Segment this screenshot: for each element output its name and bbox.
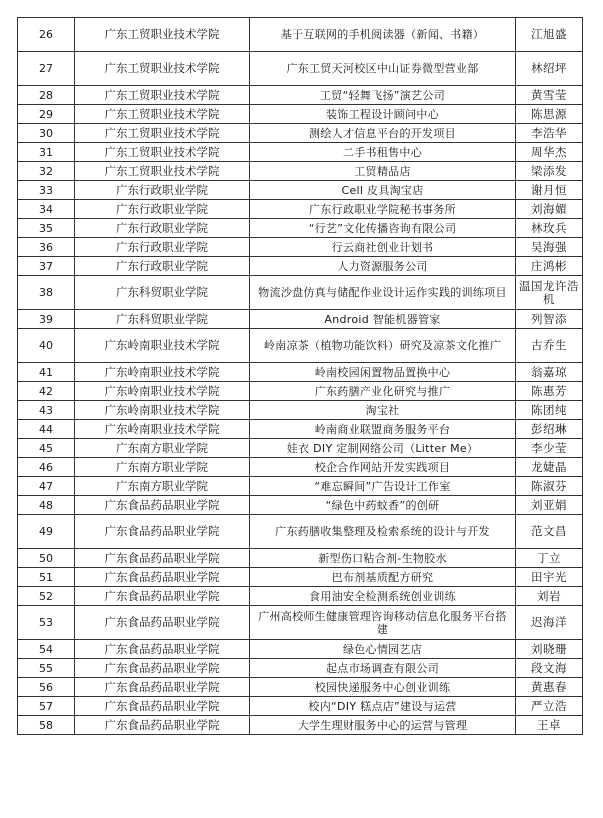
school-name: 广东行政职业学院: [75, 181, 250, 200]
leader-name: 田宇光: [516, 568, 583, 587]
row-number: 58: [18, 716, 75, 735]
table-row: [18, 587, 583, 606]
table-row: [18, 310, 583, 329]
table-row: [18, 363, 583, 382]
leader-name: 周华杰: [516, 143, 583, 162]
row-number: 31: [18, 143, 75, 162]
table-row: [18, 124, 583, 143]
table-row: [18, 697, 583, 716]
project-name: Android 智能机器管家: [250, 310, 516, 329]
leader-name: 江旭盛: [516, 18, 583, 52]
project-name: 广东药膳收集整理及检索系统的设计与开发: [250, 515, 516, 549]
school-name: 广东食品药品职业学院: [75, 716, 250, 735]
leader-name: 林绍坪: [516, 52, 583, 86]
row-number: 43: [18, 401, 75, 420]
school-name: 广东行政职业学院: [75, 200, 250, 219]
project-name: 广东工贸天河校区中山证券微型营业部: [250, 52, 516, 86]
row-number: 57: [18, 697, 75, 716]
school-name: 广东岭南职业技术学院: [75, 401, 250, 420]
project-name: 巴布剂基质配方研究: [250, 568, 516, 587]
leader-name: 王卓: [516, 716, 583, 735]
row-number: 26: [18, 18, 75, 52]
leader-name: 黄惠春: [516, 678, 583, 697]
school-name: 广东工贸职业技术学院: [75, 143, 250, 162]
row-number: 53: [18, 606, 75, 640]
school-name: 广东食品药品职业学院: [75, 606, 250, 640]
row-number: 48: [18, 496, 75, 515]
leader-name: 刘海媚: [516, 200, 583, 219]
project-name: 食用油安全检测系统创业训练: [250, 587, 516, 606]
table-row: [18, 181, 583, 200]
table-body: [18, 18, 583, 735]
row-number: 39: [18, 310, 75, 329]
project-name: 测绘人才信息平台的开发项目: [250, 124, 516, 143]
table-row: [18, 549, 583, 568]
project-name: 岭南商业联盟商务服务平台: [250, 420, 516, 439]
leader-name: 黄雪莹: [516, 86, 583, 105]
row-number: 38: [18, 276, 75, 310]
leader-name: 刘岩: [516, 587, 583, 606]
project-name: 广东药膳产业化研究与推广: [250, 382, 516, 401]
project-name: 岭南校园闲置物品置换中心: [250, 363, 516, 382]
school-name: 广东工贸职业技术学院: [75, 162, 250, 181]
project-name: 物流沙盘仿真与储配作业设计运作实践的训练项目: [250, 276, 516, 310]
table-row: [18, 458, 583, 477]
school-name: 广东岭南职业技术学院: [75, 329, 250, 363]
table-row: [18, 257, 583, 276]
leader-name: 梁添发: [516, 162, 583, 181]
leader-name: 吴海强: [516, 238, 583, 257]
row-number: 50: [18, 549, 75, 568]
leader-name: 刘晓珊: [516, 640, 583, 659]
project-name: 岭南凉茶（植物功能饮料）研究及凉茶文化推广: [250, 329, 516, 363]
table-row: [18, 86, 583, 105]
project-name: 装饰工程设计顾问中心: [250, 105, 516, 124]
row-number: 47: [18, 477, 75, 496]
row-number: 37: [18, 257, 75, 276]
school-name: 广东岭南职业技术学院: [75, 382, 250, 401]
table-row: [18, 162, 583, 181]
leader-name: 龙婕晶: [516, 458, 583, 477]
table-row: [18, 515, 583, 549]
project-name: “行艺”文化传播咨询有限公司: [250, 219, 516, 238]
row-number: 46: [18, 458, 75, 477]
school-name: 广东工贸职业技术学院: [75, 86, 250, 105]
project-name: 广东行政职业学院秘书事务所: [250, 200, 516, 219]
leader-name: 彭绍琳: [516, 420, 583, 439]
project-name: 校园快递服务中心创业训练: [250, 678, 516, 697]
leader-name: 陈思源: [516, 105, 583, 124]
school-name: 广东食品药品职业学院: [75, 515, 250, 549]
project-name: 基于互联网的手机阅读器（新闻、书籍）: [250, 18, 516, 52]
leader-name: 范文昌: [516, 515, 583, 549]
leader-name: 陈惠芳: [516, 382, 583, 401]
table-row: [18, 329, 583, 363]
table-row: [18, 18, 583, 52]
table-row: [18, 477, 583, 496]
leader-name: 段文海: [516, 659, 583, 678]
row-number: 32: [18, 162, 75, 181]
school-name: 广东食品药品职业学院: [75, 697, 250, 716]
leader-name: 古乔生: [516, 329, 583, 363]
leader-name: 庄鸿彬: [516, 257, 583, 276]
school-name: 广东食品药品职业学院: [75, 496, 250, 515]
school-name: 广东科贸职业学院: [75, 310, 250, 329]
table-row: [18, 568, 583, 587]
table-row: [18, 143, 583, 162]
leader-name: 林玫兵: [516, 219, 583, 238]
school-name: 广东食品药品职业学院: [75, 640, 250, 659]
leader-name: 严立浩: [516, 697, 583, 716]
project-name: 娃衣 DIY 定制网络公司（Litter Me）: [250, 439, 516, 458]
school-name: 广东岭南职业技术学院: [75, 420, 250, 439]
table-row: [18, 716, 583, 735]
row-number: 42: [18, 382, 75, 401]
project-name: 二手书租售中心: [250, 143, 516, 162]
row-number: 35: [18, 219, 75, 238]
project-name: Cell 皮具淘宝店: [250, 181, 516, 200]
school-name: 广东南方职业学院: [75, 458, 250, 477]
school-name: 广东行政职业学院: [75, 238, 250, 257]
table-row: [18, 219, 583, 238]
project-name: “难忘瞬间”广告设计工作室: [250, 477, 516, 496]
table-row: [18, 382, 583, 401]
leader-name: 迟海洋: [516, 606, 583, 640]
table-row: [18, 238, 583, 257]
row-number: 51: [18, 568, 75, 587]
table-row: [18, 276, 583, 310]
project-name: 广州高校师生健康管理咨询移动信息化服务平台搭建: [250, 606, 516, 640]
project-name: 校企合作网站开发实践项目: [250, 458, 516, 477]
row-number: 45: [18, 439, 75, 458]
table-row: [18, 640, 583, 659]
leader-name: 丁立: [516, 549, 583, 568]
project-name: 淘宝社: [250, 401, 516, 420]
project-name: 新型伤口粘合剂-生物胶水: [250, 549, 516, 568]
table-row: [18, 105, 583, 124]
row-number: 33: [18, 181, 75, 200]
table-row: [18, 200, 583, 219]
school-name: 广东食品药品职业学院: [75, 678, 250, 697]
row-number: 29: [18, 105, 75, 124]
school-name: 广东食品药品职业学院: [75, 659, 250, 678]
school-name: 广东行政职业学院: [75, 257, 250, 276]
school-name: 广东工贸职业技术学院: [75, 52, 250, 86]
leader-name: 李浩华: [516, 124, 583, 143]
leader-name: 温国龙许浩机: [516, 276, 583, 310]
project-name: 工贸精品店: [250, 162, 516, 181]
row-number: 30: [18, 124, 75, 143]
row-number: 54: [18, 640, 75, 659]
project-name: 工贸“轻舞飞扬”演艺公司: [250, 86, 516, 105]
row-number: 52: [18, 587, 75, 606]
school-name: 广东南方职业学院: [75, 477, 250, 496]
leader-name: 陈淑芬: [516, 477, 583, 496]
school-name: 广东工贸职业技术学院: [75, 124, 250, 143]
school-name: 广东工贸职业技术学院: [75, 18, 250, 52]
table-row: [18, 52, 583, 86]
table-row: [18, 606, 583, 640]
school-name: 广东科贸职业学院: [75, 276, 250, 310]
school-name: 广东食品药品职业学院: [75, 568, 250, 587]
row-number: 55: [18, 659, 75, 678]
project-name: 人力资源服务公司: [250, 257, 516, 276]
school-name: 广东食品药品职业学院: [75, 587, 250, 606]
leader-name: 李少莹: [516, 439, 583, 458]
project-name: 行云商社创业计划书: [250, 238, 516, 257]
row-number: 40: [18, 329, 75, 363]
row-number: 56: [18, 678, 75, 697]
table-row: [18, 420, 583, 439]
table-row: [18, 401, 583, 420]
project-table: [17, 17, 583, 735]
project-name: “绿色中药蚊香”的创研: [250, 496, 516, 515]
project-name: 起点市场调查有限公司: [250, 659, 516, 678]
row-number: 44: [18, 420, 75, 439]
row-number: 34: [18, 200, 75, 219]
table-row: [18, 496, 583, 515]
school-name: 广东食品药品职业学院: [75, 549, 250, 568]
leader-name: 翁嘉琼: [516, 363, 583, 382]
leader-name: 刘亚娟: [516, 496, 583, 515]
table-row: [18, 439, 583, 458]
project-name: 绿色心情园艺店: [250, 640, 516, 659]
row-number: 36: [18, 238, 75, 257]
table-row: [18, 678, 583, 697]
school-name: 广东行政职业学院: [75, 219, 250, 238]
school-name: 广东南方职业学院: [75, 439, 250, 458]
leader-name: 谢月恒: [516, 181, 583, 200]
row-number: 49: [18, 515, 75, 549]
leader-name: 陈团纯: [516, 401, 583, 420]
school-name: 广东岭南职业技术学院: [75, 363, 250, 382]
school-name: 广东工贸职业技术学院: [75, 105, 250, 124]
project-name: 校内“DIY 糕点店”建设与运营: [250, 697, 516, 716]
row-number: 28: [18, 86, 75, 105]
leader-name: 列智添: [516, 310, 583, 329]
project-name: 大学生理财服务中心的运营与管理: [250, 716, 516, 735]
table-row: [18, 659, 583, 678]
row-number: 41: [18, 363, 75, 382]
row-number: 27: [18, 52, 75, 86]
